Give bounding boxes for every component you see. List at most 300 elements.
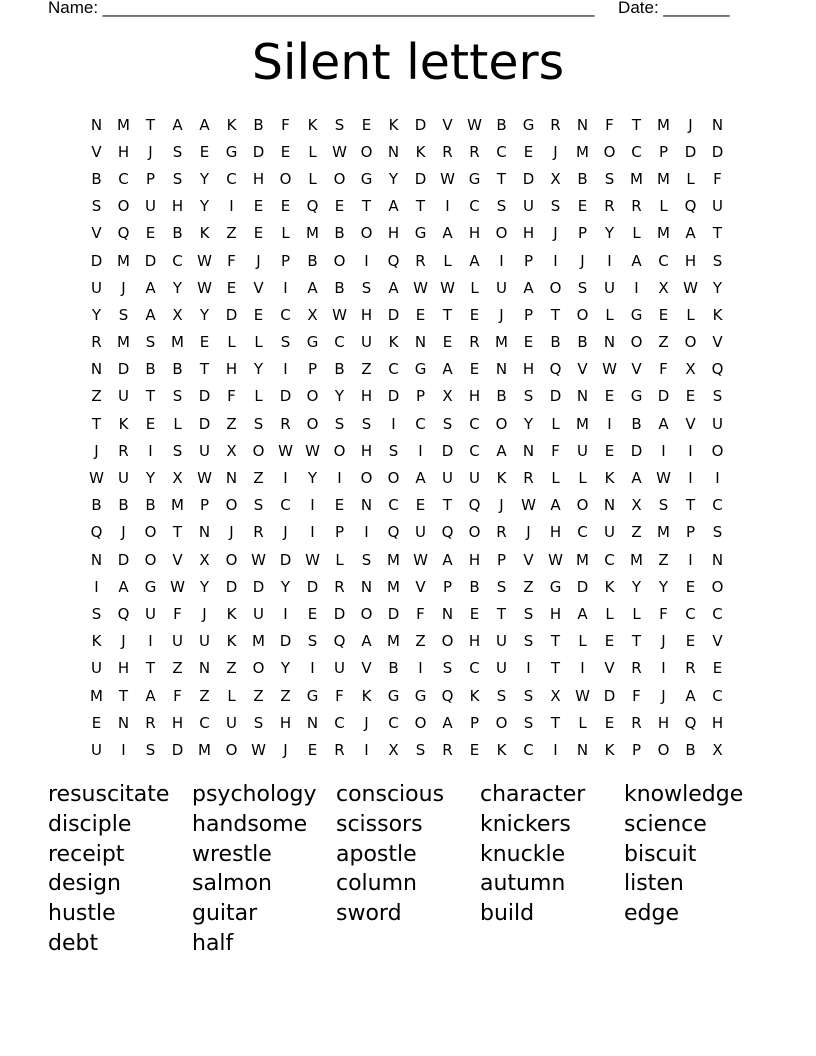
grid-letter: I xyxy=(121,740,126,759)
grid-letter: K xyxy=(226,115,237,134)
grid-letter: S xyxy=(712,251,723,270)
grid-letter: S xyxy=(253,496,264,515)
grid-letter: H xyxy=(387,224,400,243)
grid-letter: E xyxy=(91,713,102,732)
word-list-item: column xyxy=(336,871,417,897)
grid-letter: M xyxy=(630,550,643,569)
grid-letter: W xyxy=(575,686,590,705)
grid-letter: D xyxy=(198,414,211,433)
grid-letter: A xyxy=(685,224,696,243)
grid-letter: A xyxy=(145,305,156,324)
grid-letter: K xyxy=(604,577,615,596)
grid-letter: R xyxy=(334,740,345,759)
grid-letter: Q xyxy=(333,632,346,651)
grid-letter: Z xyxy=(361,360,372,379)
word-list-item: character xyxy=(480,782,586,807)
grid-letter: E xyxy=(253,224,264,243)
grid-letter: E xyxy=(334,496,345,515)
grid-letter: U xyxy=(415,523,426,542)
word-list-item: apostle xyxy=(336,841,417,867)
grid-letter: D xyxy=(684,142,697,161)
grid-letter: W xyxy=(440,169,455,188)
grid-letter: T xyxy=(199,360,210,379)
grid-letter: O xyxy=(360,604,373,623)
word-list-item: build xyxy=(480,901,535,927)
grid-letter: J xyxy=(121,278,126,297)
grid-letter: Q xyxy=(306,197,319,216)
grid-letter: C xyxy=(226,169,237,188)
grid-letter: W xyxy=(170,577,185,596)
grid-letter: I xyxy=(526,659,531,678)
grid-letter: M xyxy=(657,115,670,134)
grid-letter: W xyxy=(251,550,266,569)
grid-letter: G xyxy=(144,577,157,596)
grid-letter: P xyxy=(523,251,534,270)
grid-letter: M xyxy=(630,169,643,188)
grid-letter: D xyxy=(387,305,400,324)
grid-letter: F xyxy=(632,686,641,705)
grid-letter: A xyxy=(631,469,642,488)
grid-letter: A xyxy=(172,115,183,134)
grid-letter: L xyxy=(686,169,695,188)
grid-letter: C xyxy=(712,496,723,515)
grid-letter: U xyxy=(334,659,345,678)
grid-letter: S xyxy=(361,278,372,297)
grid-letter: O xyxy=(333,169,346,188)
grid-letter: V xyxy=(91,142,102,161)
grid-letter: K xyxy=(118,414,129,433)
grid-letter: S xyxy=(523,387,534,406)
grid-letter: T xyxy=(631,115,642,134)
grid-letter: Y xyxy=(280,659,291,678)
grid-letter: U xyxy=(604,523,615,542)
grid-letter: Y xyxy=(199,305,210,324)
grid-letter: Z xyxy=(199,686,210,705)
grid-letter: J xyxy=(121,523,126,542)
grid-letter: S xyxy=(523,686,534,705)
grid-letter: U xyxy=(145,197,156,216)
grid-letter: J xyxy=(688,115,693,134)
grid-letter: O xyxy=(225,496,238,515)
grid-letter: O xyxy=(306,414,319,433)
grid-letter: M xyxy=(306,224,319,243)
grid-letter: P xyxy=(199,496,210,515)
grid-letter: O xyxy=(225,740,238,759)
grid-letter: E xyxy=(199,142,210,161)
grid-letter: C xyxy=(334,333,345,352)
grid-letter: O xyxy=(279,169,292,188)
grid-letter: E xyxy=(685,632,696,651)
grid-letter: F xyxy=(659,360,668,379)
grid-letter: W xyxy=(332,305,347,324)
grid-letter: B xyxy=(577,333,588,352)
grid-letter: X xyxy=(307,305,318,324)
grid-letter: T xyxy=(118,686,129,705)
grid-letter: G xyxy=(414,224,427,243)
grid-letter: V xyxy=(361,659,372,678)
grid-letter: A xyxy=(442,360,453,379)
grid-letter: C xyxy=(496,142,507,161)
grid-letter: I xyxy=(283,604,288,623)
grid-letter: I xyxy=(94,577,99,596)
grid-letter: T xyxy=(496,604,507,623)
grid-letter: P xyxy=(145,169,156,188)
grid-letter: G xyxy=(630,305,643,324)
word-list-item: science xyxy=(624,811,707,837)
grid-letter: J xyxy=(580,251,585,270)
grid-letter: S xyxy=(577,278,588,297)
grid-letter: A xyxy=(361,632,372,651)
grid-letter: F xyxy=(416,604,425,623)
grid-letter: Z xyxy=(226,224,237,243)
grid-letter: K xyxy=(496,469,507,488)
grid-letter: I xyxy=(418,659,423,678)
grid-letter: I xyxy=(553,251,558,270)
word-list-item: knuckle xyxy=(480,841,566,867)
grid-letter: E xyxy=(685,387,696,406)
grid-letter: D xyxy=(171,740,184,759)
grid-letter: R xyxy=(280,414,291,433)
grid-letter: W xyxy=(197,469,212,488)
grid-letter: B xyxy=(91,169,102,188)
grid-letter: E xyxy=(307,604,318,623)
grid-letter: O xyxy=(630,333,643,352)
grid-letter: C xyxy=(658,251,669,270)
grid-letter: C xyxy=(388,360,399,379)
grid-letter: O xyxy=(576,305,589,324)
grid-letter: Q xyxy=(684,197,697,216)
grid-letter: H xyxy=(468,550,481,569)
grid-letter: K xyxy=(604,469,615,488)
grid-letter: R xyxy=(442,142,453,161)
grid-letter: N xyxy=(117,713,130,732)
grid-letter: C xyxy=(334,713,345,732)
grid-letter: U xyxy=(172,632,183,651)
grid-letter: X xyxy=(712,740,723,759)
grid-letter: T xyxy=(550,632,561,651)
grid-letter: T xyxy=(442,305,453,324)
grid-letter: S xyxy=(334,115,345,134)
grid-letter: N xyxy=(576,740,589,759)
grid-letter: A xyxy=(442,713,453,732)
grid-letter: H xyxy=(360,387,373,406)
grid-letter: L xyxy=(578,469,587,488)
grid-letter: S xyxy=(280,333,291,352)
grid-letter: L xyxy=(551,414,560,433)
grid-letter: D xyxy=(252,577,265,596)
grid-letter: G xyxy=(387,686,400,705)
grid-letter: D xyxy=(441,441,454,460)
grid-letter: R xyxy=(442,740,453,759)
grid-letter: E xyxy=(280,142,291,161)
grid-letter: E xyxy=(253,305,264,324)
grid-letter: G xyxy=(306,686,319,705)
grid-letter: O xyxy=(657,740,670,759)
grid-letter: Q xyxy=(468,496,481,515)
grid-letter: T xyxy=(172,523,183,542)
grid-letter: Y xyxy=(199,577,210,596)
grid-letter: I xyxy=(337,469,342,488)
grid-letter: E xyxy=(523,333,534,352)
grid-letter: W xyxy=(251,740,266,759)
grid-letter: F xyxy=(227,387,236,406)
grid-letter: S xyxy=(172,441,183,460)
grid-letter: O xyxy=(684,333,697,352)
grid-letter: E xyxy=(226,278,237,297)
grid-letter: S xyxy=(145,740,156,759)
grid-letter: O xyxy=(414,713,427,732)
grid-letter: O xyxy=(549,278,562,297)
grid-letter: H xyxy=(711,713,724,732)
grid-letter: Y xyxy=(172,278,183,297)
grid-letter: I xyxy=(634,278,639,297)
grid-letter: M xyxy=(117,333,130,352)
grid-letter: O xyxy=(576,496,589,515)
grid-letter: Q xyxy=(441,523,454,542)
grid-letter: O xyxy=(333,251,346,270)
grid-letter: T xyxy=(145,387,156,406)
grid-letter: W xyxy=(413,550,428,569)
grid-letter: I xyxy=(607,251,612,270)
grid-letter: S xyxy=(523,713,534,732)
grid-letter: N xyxy=(711,550,724,569)
grid-letter: L xyxy=(227,333,236,352)
grid-letter: K xyxy=(388,333,399,352)
grid-letter: E xyxy=(604,713,615,732)
grid-letter: A xyxy=(496,441,507,460)
grid-letter: H xyxy=(549,523,562,542)
grid-letter: W xyxy=(197,251,212,270)
grid-letter: H xyxy=(252,169,265,188)
grid-letter: B xyxy=(334,360,345,379)
grid-letter: Y xyxy=(145,469,156,488)
grid-letter: H xyxy=(522,360,535,379)
grid-letter: N xyxy=(603,333,616,352)
grid-letter: S xyxy=(604,169,615,188)
grid-letter: S xyxy=(712,387,723,406)
grid-letter: D xyxy=(630,441,643,460)
grid-letter: M xyxy=(387,632,400,651)
grid-letter: N xyxy=(441,604,454,623)
grid-letter: I xyxy=(688,550,693,569)
grid-letter: B xyxy=(253,115,264,134)
grid-letter: G xyxy=(414,360,427,379)
grid-letter: E xyxy=(334,197,345,216)
grid-letter: H xyxy=(171,197,184,216)
grid-letter: Q xyxy=(387,251,400,270)
grid-letter: K xyxy=(307,115,318,134)
grid-letter: V xyxy=(685,414,696,433)
grid-letter: M xyxy=(117,115,130,134)
grid-letter: I xyxy=(688,469,693,488)
grid-letter: C xyxy=(388,496,399,515)
grid-letter: D xyxy=(279,387,292,406)
grid-letter: W xyxy=(548,550,563,569)
grid-letter: M xyxy=(657,169,670,188)
grid-letter: M xyxy=(90,686,103,705)
grid-letter: U xyxy=(91,278,102,297)
grid-letter: O xyxy=(603,142,616,161)
grid-letter: M xyxy=(171,333,184,352)
grid-letter: H xyxy=(684,251,697,270)
grid-letter: H xyxy=(549,604,562,623)
grid-letter: Y xyxy=(388,169,399,188)
grid-letter: Z xyxy=(253,469,264,488)
grid-letter: D xyxy=(117,360,130,379)
grid-letter: W xyxy=(413,278,428,297)
grid-letter: X xyxy=(172,305,183,324)
grid-letter: I xyxy=(283,360,288,379)
grid-letter: L xyxy=(443,251,452,270)
grid-letter: R xyxy=(631,659,642,678)
grid-letter: A xyxy=(145,686,156,705)
grid-letter: L xyxy=(470,278,479,297)
grid-letter: X xyxy=(199,550,210,569)
grid-letter: S xyxy=(334,414,345,433)
grid-letter: L xyxy=(632,604,641,623)
grid-letter: N xyxy=(495,360,508,379)
grid-letter: M xyxy=(576,414,589,433)
grid-letter: O xyxy=(360,142,373,161)
grid-letter: P xyxy=(307,360,318,379)
grid-letter: E xyxy=(604,632,615,651)
grid-letter: J xyxy=(661,686,666,705)
grid-letter: A xyxy=(658,414,669,433)
grid-letter: E xyxy=(712,659,723,678)
grid-letter: D xyxy=(252,142,265,161)
grid-letter: E xyxy=(469,305,480,324)
grid-letter: B xyxy=(172,360,183,379)
grid-letter: B xyxy=(550,333,561,352)
grid-letter: K xyxy=(604,740,615,759)
grid-letter: B xyxy=(334,224,345,243)
grid-letter: C xyxy=(577,523,588,542)
grid-letter: E xyxy=(307,740,318,759)
grid-letter: N xyxy=(90,360,103,379)
grid-letter: I xyxy=(580,659,585,678)
word-list-item: disciple xyxy=(48,811,132,837)
grid-letter: A xyxy=(145,278,156,297)
grid-letter: D xyxy=(333,604,346,623)
grid-letter: H xyxy=(279,713,292,732)
word-list-item: resuscitate xyxy=(48,782,170,807)
grid-letter: D xyxy=(549,387,562,406)
grid-letter: E xyxy=(145,224,156,243)
word-list xyxy=(48,780,778,959)
grid-letter: S xyxy=(415,740,426,759)
grid-letter: Q xyxy=(684,713,697,732)
grid-letter: M xyxy=(117,251,130,270)
grid-letter: I xyxy=(499,251,504,270)
grid-letter: E xyxy=(280,197,291,216)
grid-letter: D xyxy=(576,577,589,596)
grid-letter: S xyxy=(550,197,561,216)
grid-letter: Z xyxy=(253,686,264,705)
grid-letter: J xyxy=(94,441,99,460)
word-list-item: salmon xyxy=(192,871,272,897)
grid-letter: X xyxy=(226,441,237,460)
grid-letter: I xyxy=(688,441,693,460)
grid-letter: L xyxy=(578,632,587,651)
word-list-item: knickers xyxy=(480,811,571,837)
grid-letter: Z xyxy=(172,659,183,678)
grid-letter: D xyxy=(414,115,427,134)
grid-letter: F xyxy=(659,604,668,623)
grid-letter: B xyxy=(172,224,183,243)
grid-letter: A xyxy=(442,224,453,243)
grid-letter: E xyxy=(469,740,480,759)
grid-letter: P xyxy=(631,740,642,759)
word-list-item: biscuit xyxy=(624,841,697,867)
grid-letter: O xyxy=(144,523,157,542)
grid-letter: H xyxy=(468,224,481,243)
grid-letter: Y xyxy=(658,577,669,596)
word-list-item: knowledge xyxy=(624,782,744,807)
grid-letter: J xyxy=(499,305,504,324)
grid-letter: U xyxy=(253,604,264,623)
grid-letter: U xyxy=(712,414,723,433)
grid-letter: U xyxy=(577,441,588,460)
grid-letter: A xyxy=(685,686,696,705)
grid-letter: T xyxy=(550,305,561,324)
grid-letter: U xyxy=(118,469,129,488)
grid-letter: N xyxy=(414,333,427,352)
grid-letter: Q xyxy=(387,523,400,542)
grid-letter: G xyxy=(468,169,481,188)
grid-letter: P xyxy=(280,251,291,270)
grid-letter: V xyxy=(415,577,426,596)
grid-letter: D xyxy=(225,305,238,324)
grid-letter: B xyxy=(577,169,588,188)
grid-letter: I xyxy=(283,278,288,297)
grid-letter: T xyxy=(685,496,696,515)
word-list-item: debt xyxy=(48,930,99,956)
grid-letter: W xyxy=(305,550,320,569)
grid-letter: U xyxy=(469,469,480,488)
grid-letter: U xyxy=(712,197,723,216)
grid-letter: H xyxy=(522,224,535,243)
grid-letter: W xyxy=(521,496,536,515)
name-date-line xyxy=(48,0,748,19)
grid-letter: N xyxy=(306,713,319,732)
grid-letter: D xyxy=(414,169,427,188)
grid-letter: U xyxy=(496,632,507,651)
grid-letter: A xyxy=(442,550,453,569)
grid-letter: T xyxy=(550,659,561,678)
grid-letter: I xyxy=(310,523,315,542)
grid-letter: S xyxy=(91,197,102,216)
grid-letter: S xyxy=(118,305,129,324)
grid-letter: O xyxy=(495,414,508,433)
grid-letter: R xyxy=(145,713,156,732)
grid-letter: I xyxy=(364,251,369,270)
grid-letter: X xyxy=(388,740,399,759)
grid-letter: G xyxy=(414,686,427,705)
grid-letter: U xyxy=(523,197,534,216)
grid-letter: Y xyxy=(334,387,345,406)
grid-letter: Z xyxy=(631,523,642,542)
grid-letter: N xyxy=(522,441,535,460)
grid-letter: I xyxy=(553,740,558,759)
grid-letter: J xyxy=(148,142,153,161)
grid-letter: J xyxy=(526,523,531,542)
grid-letter: V xyxy=(172,550,183,569)
grid-letter: E xyxy=(199,333,210,352)
grid-letter: Q xyxy=(549,360,562,379)
grid-letter: S xyxy=(172,387,183,406)
grid-letter: R xyxy=(631,197,642,216)
grid-letter: I xyxy=(364,740,369,759)
